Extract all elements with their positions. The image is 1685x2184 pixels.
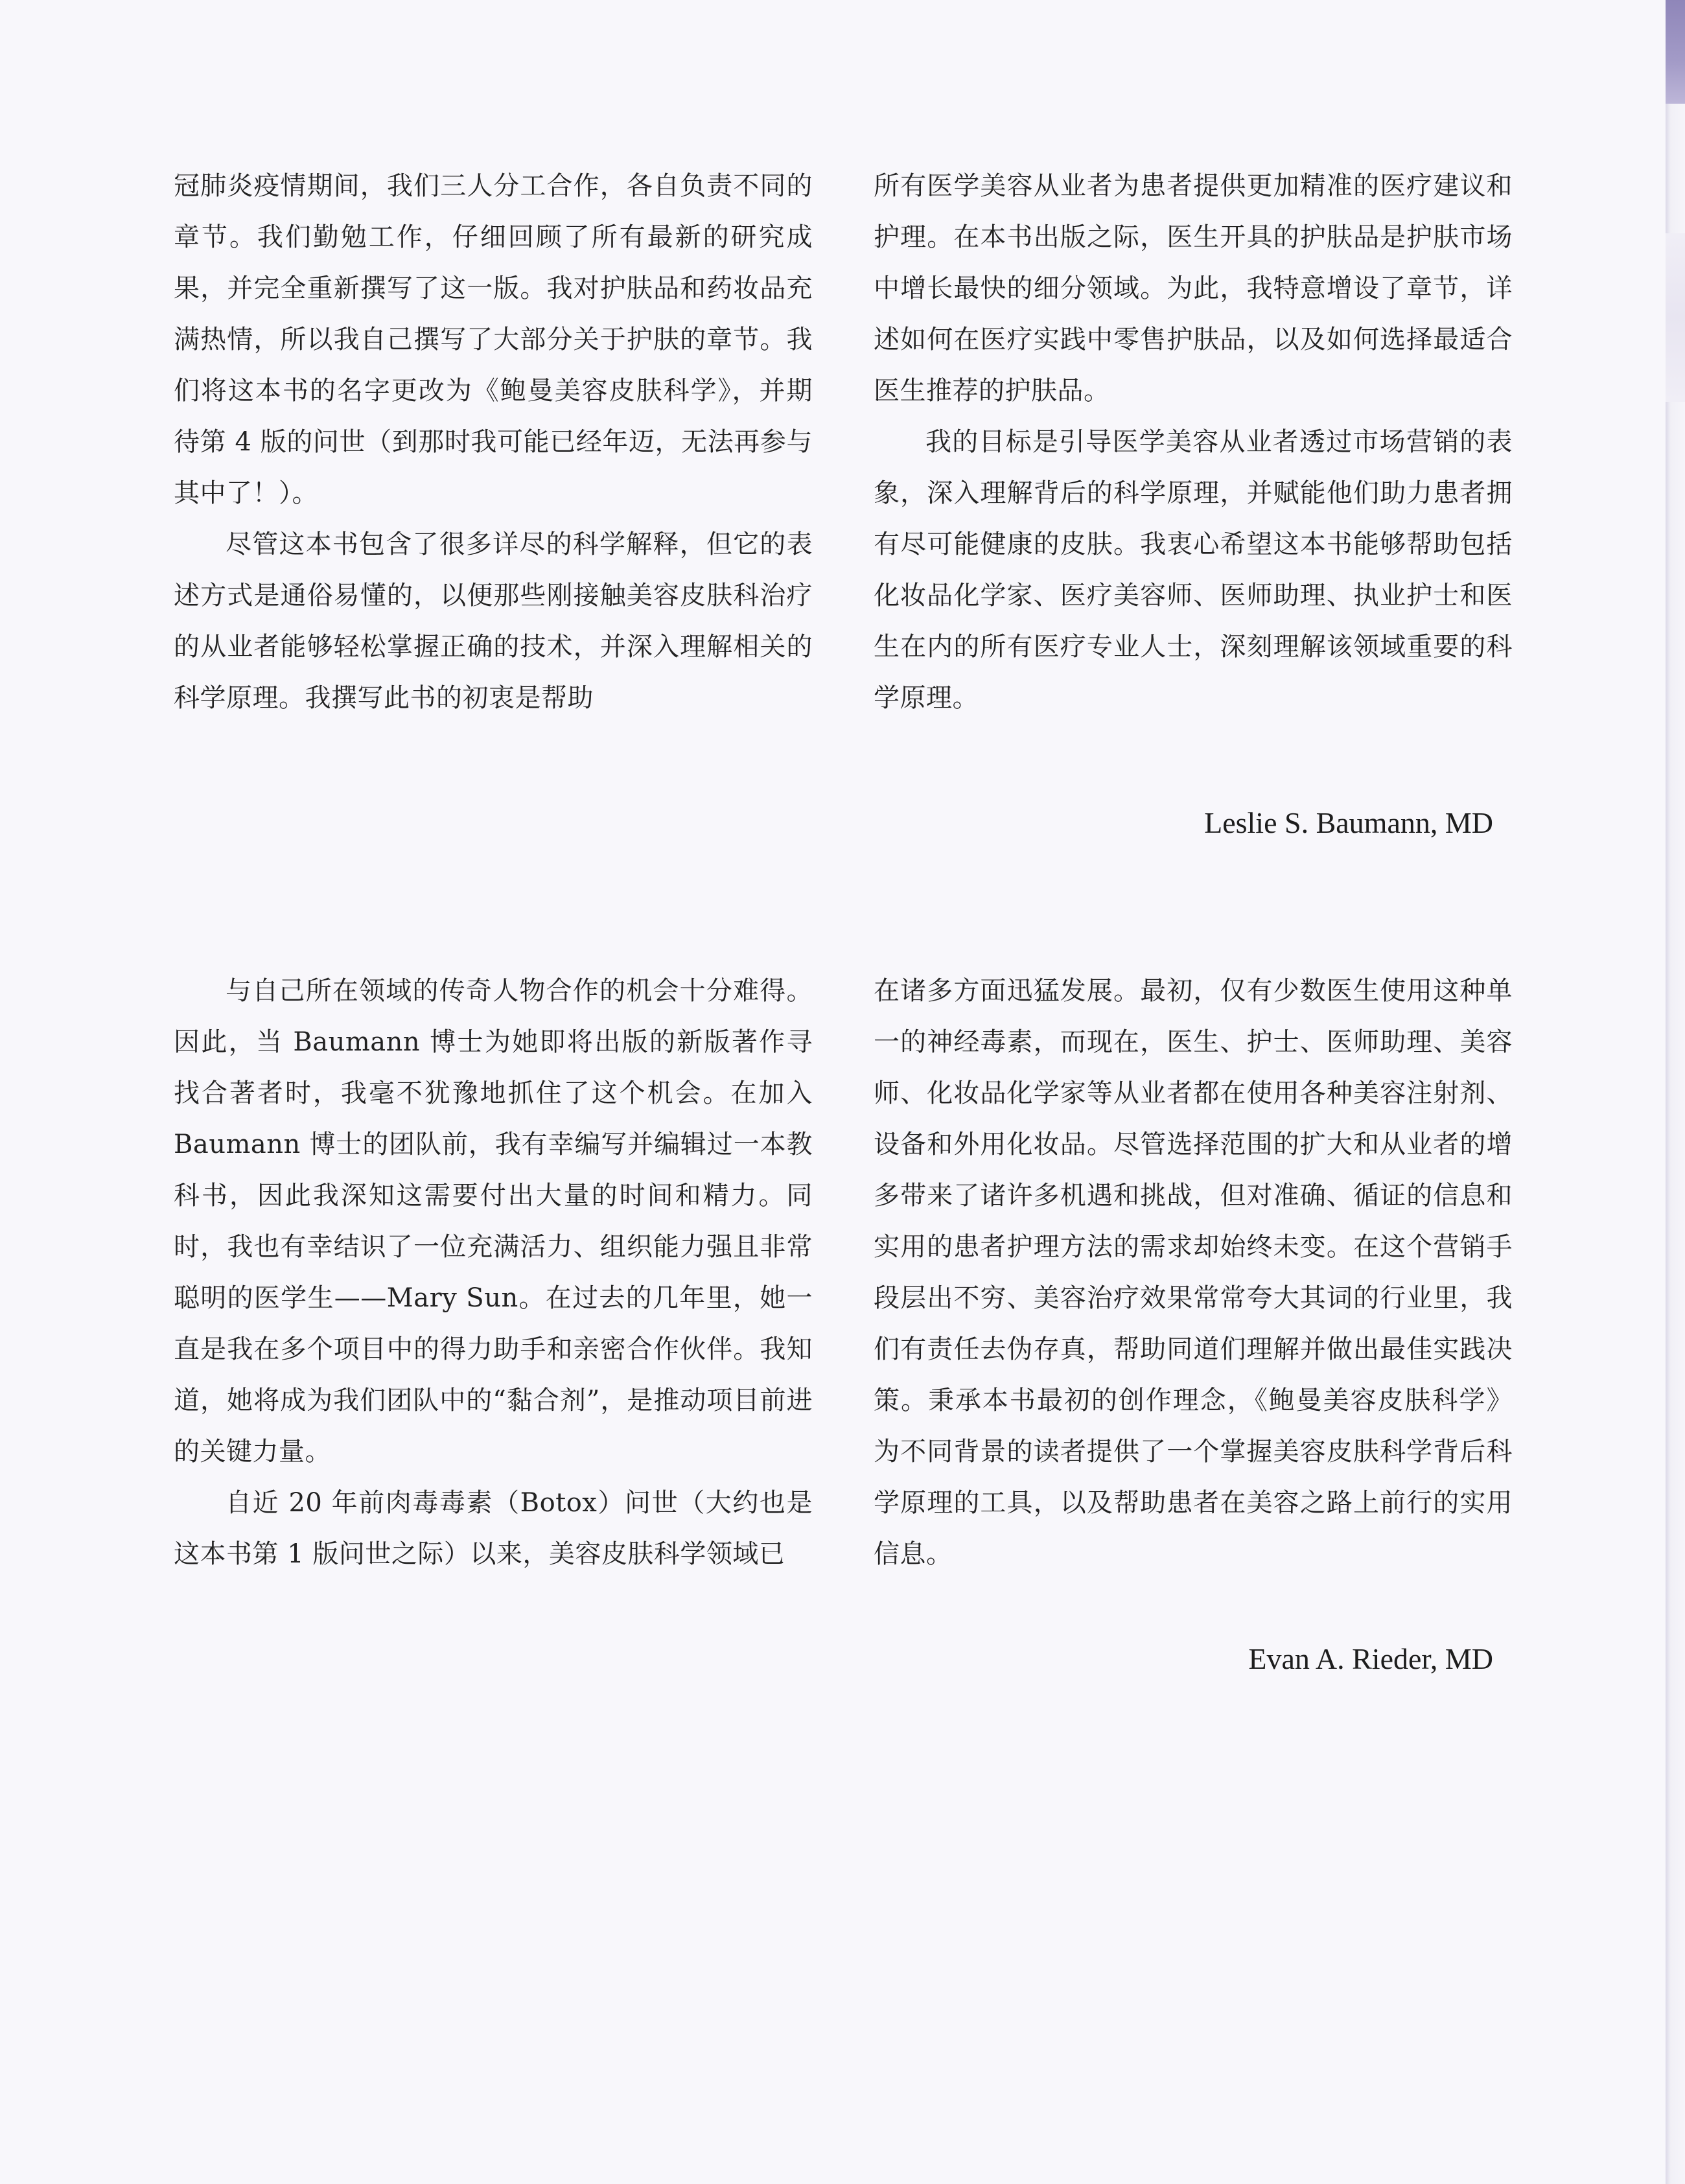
left-column (174, 966, 813, 1580)
paragraph: 我的目标是引导医学美容从业者透过市场营销的表象，深入理解背后的科学原理，并赋能他们助力患者拥有尽可能健康的皮肤。我衷心希望这本书能够帮助包括化妆品化学家、医疗美容师、医师助理、执业护士和医生在内的所有医疗专业人士，深刻理解该领域重要的科学原理。 (874, 427, 1513, 713)
page-edge-shade (1666, 233, 1685, 402)
right-column (874, 161, 1513, 724)
paragraph: 自近 20 年前肉毒毒素（Botox）问世（大约也是这本书第 1 版问世之际）以来，美容皮肤科学领域已 (174, 1488, 813, 1569)
right-column (874, 966, 1513, 1580)
author-signature-rieder: Evan A. Rieder, MD (1248, 1642, 1493, 1675)
author-signature-baumann: Leslie S. Baumann, MD (1204, 806, 1493, 839)
paragraph: 与自己所在领域的传奇人物合作的机会十分难得。因此，当 Baumann 博士为她即将出版的新版著作寻找合著者时，我毫不犹豫地抓住了这个机会。在加入 Baumann 博士的团队前，我有幸编写并编辑过一本教科书，因此我深知这需要付出大量的时间和精力。同时，我也有幸结识了一位充满活力、组织能力强且非常聪明的医学生——Mary Sun。在过去的几年里，她一直是我在多个项目中的得力助手和亲密合作伙伴。我知道，她将成为我们团队中的“黏合剂”，是推动项目前进的关键力量。 (174, 976, 813, 1467)
paragraph: 尽管这本书包含了很多详尽的科学解释，但它的表述方式是通俗易懂的，以便那些刚接触美容皮肤科治疗的从业者能够轻松掌握正确的技术，并深入理解相关的科学原理。我撰写此书的初衷是帮助 (174, 529, 813, 713)
paragraph: 所有医学美容从业者为患者提供更加精准的医疗建议和护理。在本书出版之际，医生开具的护肤品是护肤市场中增长最快的细分领域。为此，我特意增设了章节，详述如何在医疗实践中零售护肤品，以及如何选择最适合医生推荐的护肤品。 (874, 171, 1513, 406)
chapter-edge-tab (1666, 0, 1685, 104)
preface-section-1 (174, 161, 1513, 724)
left-column (174, 161, 813, 724)
paragraph: 在诸多方面迅猛发展。最初，仅有少数医生使用这种单一的神经毒素，而现在，医生、护士、医师助理、美容师、化妆品化学家等从业者都在使用各种美容注射剂、设备和外用化妆品。尽管选择范围的扩大和从业者的增多带来了诸许多机遇和挑战，但对准确、循证的信息和实用的患者护理方法的需求却始终未变。在这个营销手段层出不穷、美容治疗效果常常夸大其词的行业里，我们有责任去伪存真，帮助同道们理解并做出最佳实践决策。秉承本书最初的创作理念，《鲍曼美容皮肤科学》为不同背景的读者提供了一个掌握美容皮肤科学背后科学原理的工具，以及帮助患者在美容之路上前行的实用信息。 (874, 976, 1513, 1569)
paragraph: 冠肺炎疫情期间，我们三人分工合作，各自负责不同的章节。我们勤勉工作，仔细回顾了所有最新的研究成果，并完全重新撰写了这一版。我对护肤品和药妆品充满热情，所以我自己撰写了大部分关于护肤的章节。我们将这本书的名字更改为《鲍曼美容皮肤科学》，并期待第 4 版的问世（到那时我可能已经年迈，无法再参与其中了！）。 (174, 171, 813, 508)
preface-section-2 (174, 966, 1513, 1580)
